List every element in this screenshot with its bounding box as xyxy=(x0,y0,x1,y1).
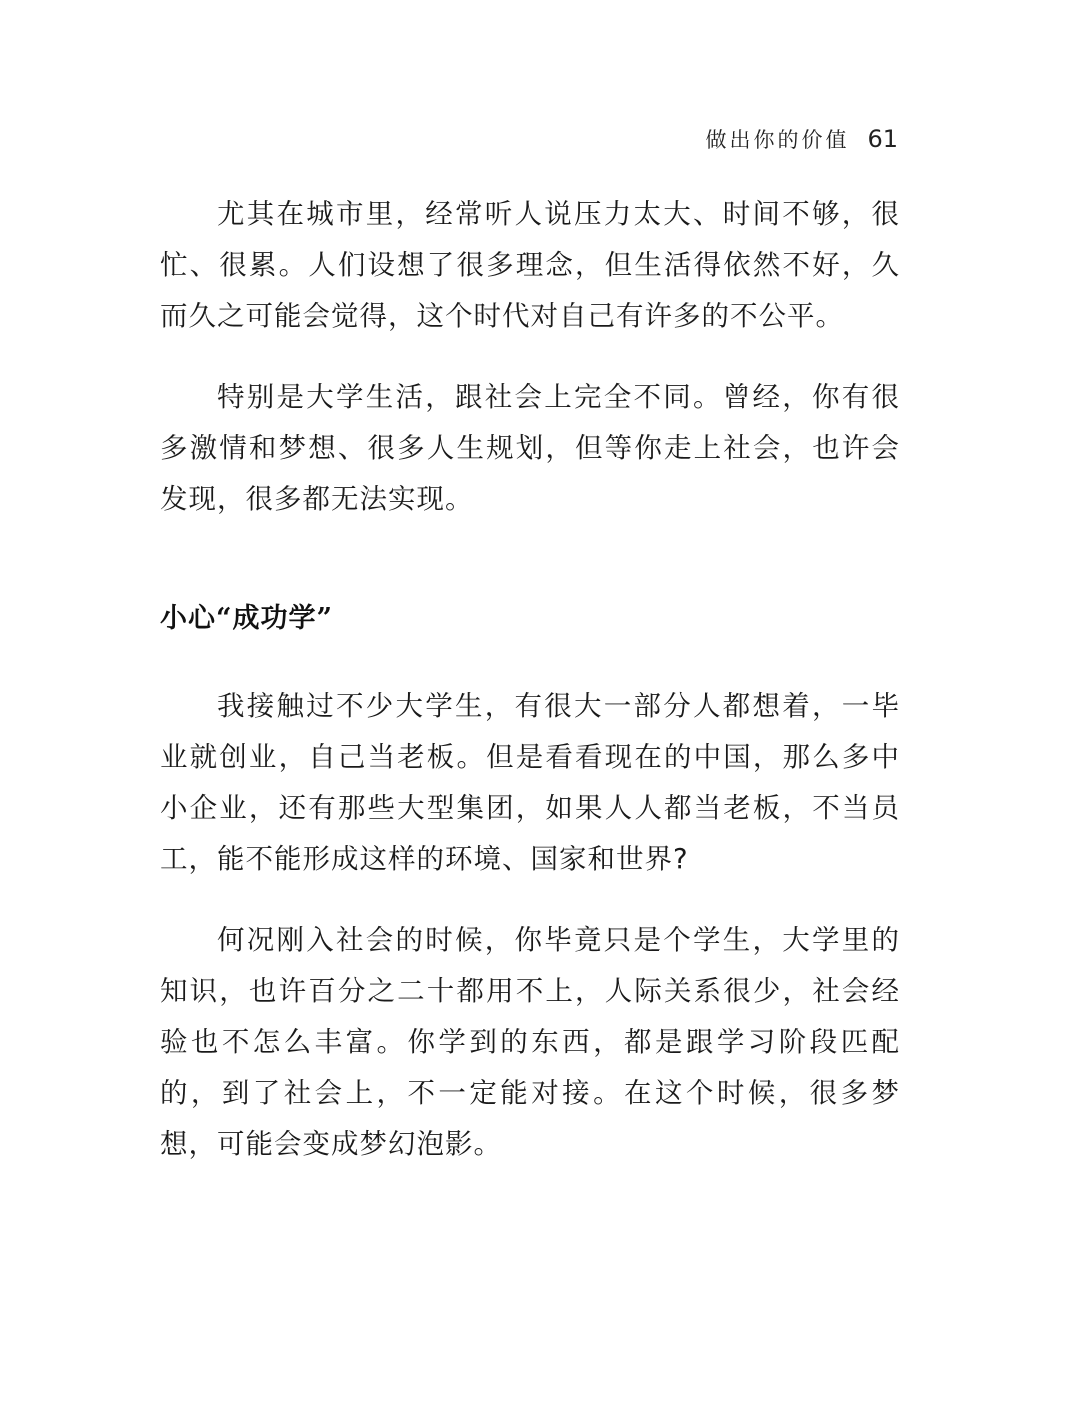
paragraph: 尤其在城市里，经常听人说压力太大、时间不够，很忙、很累。人们设想了很多理念，但生活得依然不好，久而久之可能会觉得，这个时代对自己有许多的不公平。 xyxy=(160,198,900,332)
section-heading: 小心“成功学” xyxy=(160,603,334,634)
page-body xyxy=(160,189,900,1170)
paragraph: 我接触过不少大学生，有很大一部分人都想着，一毕业就创业，自己当老板。但是看看现在的中国，那么多中小企业，还有那些大型集团，如果人人都当老板，不当员工，能不能形成这样的环境、国家和世界? xyxy=(160,690,900,875)
running-header xyxy=(705,124,898,154)
paragraph: 何况刚入社会的时候，你毕竟只是个学生，大学里的知识，也许百分之二十都用不上，人际关系很少，社会经验也不怎么丰富。你学到的东西，都是跟学习阶段匹配的，到了社会上，不一定能对接。在这个时候，很多梦想，可能会变成梦幻泡影。 xyxy=(160,924,900,1160)
page-number: 61 xyxy=(867,125,898,153)
paragraph: 特别是大学生活，跟社会上完全不同。曾经，你有很多激情和梦想、很多人生规划，但等你走上社会，也许会发现，很多都无法实现。 xyxy=(160,381,900,515)
running-title: 做出你的价值 xyxy=(705,128,850,152)
